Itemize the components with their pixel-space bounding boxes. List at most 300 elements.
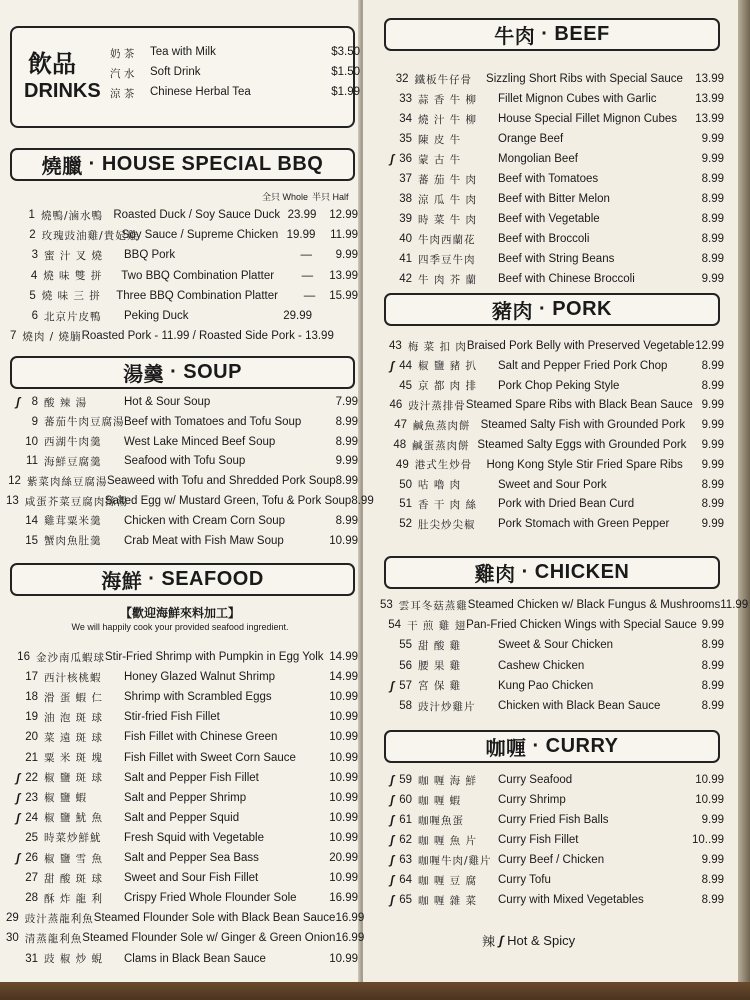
item-name-zh: 陳 皮 牛	[418, 133, 462, 146]
item-price: 8.99	[701, 173, 724, 185]
seafood-note-zh: 【歡迎海鮮來料加工】	[119, 606, 240, 620]
item-name-zh: 港式生炒骨	[414, 459, 473, 472]
item-name-en: Salt and Pepper Squid	[124, 811, 240, 824]
menu-item	[6, 648, 358, 666]
item-number: 8	[31, 396, 38, 408]
item-number: 18	[25, 691, 38, 704]
item-name-en: Fish Fillet with Chinese Green	[124, 731, 278, 744]
item-number: 48	[393, 439, 407, 451]
item-price: 8.99	[335, 475, 358, 488]
menu-item	[6, 749, 358, 767]
item-number: 50	[399, 478, 412, 491]
item-name-zh: 咕 嚕 肉	[418, 479, 462, 492]
item-name-en: Curry Tofu	[498, 874, 551, 886]
item-name-zh: 蜜 汁 叉 燒	[44, 249, 104, 262]
item-number: 22	[25, 771, 38, 784]
item-number: 63	[399, 854, 412, 866]
item-number: 20	[25, 731, 38, 744]
item-name-en: Curry Shrimp	[498, 794, 566, 806]
soup-title-en: SOUP	[183, 361, 242, 383]
menu-item	[380, 515, 724, 533]
item-price: 8.99	[335, 514, 358, 527]
item-name-en: Salt and Pepper Sea Bass	[124, 852, 259, 864]
drink-name-zh: 汽 水	[110, 68, 135, 80]
menu-item	[6, 307, 358, 325]
menu-item	[380, 811, 724, 829]
menu-item	[380, 416, 724, 434]
spicy-marker: ʃ	[390, 358, 394, 373]
item-number: 31	[25, 952, 38, 965]
item-name-en: Three BBQ Combination Platter	[116, 289, 278, 302]
chicken-title-zh: 雞肉	[474, 562, 516, 586]
item-name-en: Orange Beef	[498, 133, 564, 145]
item-name-en: Mongolian Beef	[498, 153, 578, 165]
item-number: 34	[399, 113, 412, 125]
item-name-en: Crispy Fried Whole Flounder Sole	[124, 892, 297, 905]
item-number: 15	[25, 534, 38, 547]
item-number: 65	[399, 894, 412, 906]
item-name-en: Cashew Chicken	[498, 659, 585, 672]
item-name-en: Sweet & Sour Chicken	[498, 639, 614, 652]
item-number: 55	[399, 639, 412, 652]
menu-item	[380, 657, 724, 675]
item-price: 10.99	[695, 774, 724, 786]
item-name-en: House Special Fillet Mignon Cubes	[498, 113, 677, 125]
item-number: 60	[399, 794, 412, 806]
item-price-half: 11.99	[330, 229, 358, 242]
item-price: 10.99	[329, 872, 358, 885]
item-number: 59	[399, 774, 412, 786]
menu-item	[6, 413, 358, 431]
spicy-marker: ʃ	[390, 893, 394, 907]
item-number: 19	[25, 711, 38, 724]
menu-item	[6, 950, 358, 968]
item-name-zh: 雞茸粟米羹	[44, 515, 102, 528]
menu-item	[6, 829, 358, 847]
item-price: 8.99	[701, 379, 724, 392]
drink-name-en: Tea with Milk	[150, 46, 216, 58]
item-number: 36	[399, 153, 412, 165]
drink-item	[110, 66, 360, 81]
item-number: 58	[399, 700, 412, 712]
item-price: 10..99	[692, 834, 724, 846]
item-number: 61	[399, 814, 412, 826]
curry-section-title	[384, 730, 720, 763]
item-number: 5	[29, 289, 36, 302]
item-name-en: Salt and Pepper Fried Pork Chop	[498, 359, 668, 372]
spicy-marker: ʃ	[390, 152, 394, 166]
item-number: 17	[25, 671, 38, 684]
item-name-en: Salt and Pepper Fish Fillet	[124, 771, 259, 784]
menu-item	[380, 70, 724, 88]
item-number: 28	[25, 892, 38, 905]
item-name-en: Curry Fried Fish Balls	[498, 814, 609, 826]
item-name-en: Braised Pork Belly with Preserved Vegetable	[466, 340, 695, 352]
item-number: 37	[399, 173, 412, 185]
item-number: 29	[6, 912, 19, 925]
item-name-en: Crab Meat with Fish Maw Soup	[124, 534, 284, 547]
item-name-en: Sweet and Sour Fish Fillet	[124, 872, 259, 885]
seafood-note-en: We will happily cook your provided seafood ingredient.	[71, 622, 289, 632]
item-price: 10.99	[329, 691, 358, 704]
spicy-marker: ʃ	[390, 678, 394, 693]
item-price: 16.99	[329, 892, 358, 905]
item-price: 16.99	[335, 912, 365, 925]
item-name-zh: 甜 酸 斑 球	[44, 872, 104, 885]
menu-item	[380, 110, 724, 128]
item-number: 38	[399, 193, 412, 205]
drink-name-zh: 奶 茶	[110, 48, 135, 60]
item-name-zh: 椒 鹽 魷 魚	[44, 812, 104, 825]
item-name-en: Curry Fish Fillet	[498, 834, 579, 846]
item-name-en: Steamed Flounder Sole with Black Bean Sauce	[93, 912, 336, 925]
item-price: 9.99	[701, 133, 724, 145]
item-price: 16.99	[335, 932, 365, 945]
item-name-zh: 酥 炸 龍 利	[44, 892, 104, 905]
item-name-zh: 咖喱牛肉/雞片	[418, 854, 492, 867]
item-price: 9.99	[701, 153, 724, 165]
item-name-zh: 腰 果 雞	[418, 660, 462, 673]
item-number: 1	[28, 209, 35, 221]
item-name-zh: 滑 蛋 蝦 仁	[44, 691, 104, 704]
pork-title-en: PORK	[552, 298, 612, 320]
drinks-title-en: DRINKS	[24, 80, 101, 102]
item-name-zh: 鹹蛋蒸肉餅	[412, 439, 470, 452]
item-price: 20.99	[329, 852, 358, 864]
item-name-zh: 椒 鹽 蝦	[44, 792, 88, 805]
drink-price: $3.50	[331, 46, 360, 58]
item-name-zh: 宮 保 雞	[418, 680, 462, 693]
item-price: 9.99	[701, 458, 725, 471]
menu-item	[380, 436, 724, 454]
item-name-en: Shrimp with Scrambled Eggs	[124, 691, 272, 704]
item-name-zh: 豉汁蒸排骨	[408, 399, 466, 412]
menu-item	[380, 190, 724, 208]
item-number: 47	[394, 419, 408, 432]
item-price-whole: —	[301, 269, 314, 282]
menu-item	[6, 809, 358, 827]
title-separator: ·	[521, 561, 529, 583]
item-price: 10.99	[329, 711, 358, 724]
item-name-zh: 鹹魚蒸肉餅	[413, 419, 471, 432]
item-name-en: West Lake Minced Beef Soup	[124, 435, 276, 448]
menu-item	[380, 210, 724, 228]
item-name-zh: 紫菜肉絲豆腐湯	[26, 475, 108, 488]
item-name-en: Salt and Pepper Shrimp	[124, 791, 247, 804]
item-name-zh: 梅 菜 扣 肉	[407, 340, 467, 353]
spicy-marker: ʃ	[16, 395, 20, 409]
beef-section-title	[384, 18, 720, 51]
item-name-en: Beef with Tomatoes	[498, 173, 599, 185]
item-name-zh: 香 干 肉 絲	[418, 498, 478, 511]
item-name-zh: 海鮮豆腐羹	[44, 455, 102, 468]
item-name-zh: 椒 鹽 雪 魚	[44, 852, 104, 865]
menu-item	[380, 677, 724, 695]
item-name-zh: 牛 肉 芥 蘭	[418, 273, 478, 286]
item-name-zh: 咖 喱 雜 菜	[418, 894, 478, 907]
item-name-zh: 雲耳冬菇蒸雞	[398, 599, 468, 612]
menu-item	[380, 130, 724, 148]
menu-item	[6, 433, 358, 451]
item-price: 8.99	[701, 253, 724, 265]
menu-item	[380, 831, 724, 849]
item-name-zh: 菜 遠 斑 球	[44, 731, 104, 744]
item-name-zh: 椒 鹽 豬 扒	[418, 360, 478, 373]
item-name-en: Beef with Broccoli	[498, 233, 590, 245]
spicy-legend	[482, 931, 575, 950]
drink-price: $1.50	[331, 66, 360, 78]
item-number: 62	[399, 834, 412, 846]
item-number: 13	[6, 495, 19, 507]
item-price: 10.99	[329, 771, 358, 784]
item-name-en: Hong Kong Style Stir Fried Spare Ribs	[486, 458, 683, 471]
item-number: 26	[25, 852, 38, 864]
page-edge	[738, 0, 750, 1000]
item-name-en: Stir-Fried Shrimp with Pumpkin in Egg Yolk	[104, 651, 324, 663]
menu-item	[380, 357, 724, 375]
legend-zh: 辣	[482, 935, 496, 950]
item-name-zh: 甜 酸 雞	[418, 639, 462, 652]
item-name-zh: 咖 喱 豆 腐	[418, 874, 478, 887]
menu-item	[380, 791, 724, 809]
item-name-zh: 時菜炒鮮魷	[44, 832, 102, 845]
item-name-zh: 咖 喱 魚 片	[418, 834, 478, 847]
soup-section-title	[10, 356, 355, 389]
menu-item	[380, 616, 724, 634]
item-number: 45	[399, 379, 412, 392]
item-name-en: Two BBQ Combination Platter	[121, 269, 275, 282]
spicy-marker: ʃ	[16, 790, 20, 805]
item-number: 54	[388, 619, 402, 632]
menu-item	[6, 287, 358, 305]
item-price: 8.99	[335, 435, 358, 448]
menu-item	[380, 891, 724, 909]
item-number: 14	[25, 514, 38, 527]
item-name-en: Beef with Tomatoes and Tofu Soup	[124, 415, 302, 428]
bbq-col-half: 半只 Half	[312, 192, 349, 202]
item-price-half: 12.99	[329, 209, 358, 221]
item-name-en: Roasted Duck / Soy Sauce Duck	[113, 209, 281, 221]
item-name-en: Beef with Chinese Broccoli	[498, 273, 635, 285]
menu-item	[380, 456, 724, 474]
item-price: 8.99	[701, 700, 724, 712]
chili-icon: ʃ	[499, 933, 504, 948]
drinks-title-zh: 飲品	[28, 50, 76, 78]
item-price: 8.99	[701, 659, 724, 672]
item-name-en: Steamed Flounder Sole w/ Ginger & Green Onion	[82, 932, 336, 945]
item-number: 32	[395, 73, 409, 85]
item-name-en: Beef with String Beans	[498, 253, 615, 265]
spicy-marker: ʃ	[390, 833, 394, 847]
menu-item	[380, 771, 724, 789]
item-number: 3	[31, 249, 38, 262]
item-number: 51	[399, 498, 412, 511]
item-name-en: Sweet and Sour Pork	[498, 478, 607, 491]
menu-item	[6, 472, 358, 490]
item-number: 44	[399, 359, 412, 372]
bbq-section-title	[10, 148, 355, 181]
item-number: 30	[6, 932, 19, 945]
item-price: 8.99	[701, 894, 724, 906]
item-name-zh: 西汁核桃蝦	[44, 671, 102, 684]
item-name-zh: 咖 喱 海 鮮	[418, 774, 478, 787]
chicken-section-title	[384, 556, 720, 589]
menu-item	[6, 452, 358, 470]
item-name-en: Steamed Chicken w/ Black Fungus & Mushrooms	[467, 599, 721, 611]
drink-price: $1.99	[331, 86, 360, 98]
menu-item	[380, 150, 724, 168]
item-name-en: Chicken with Cream Corn Soup	[124, 514, 286, 527]
item-price: 8.99	[701, 193, 724, 205]
menu-item	[6, 492, 374, 510]
item-name-zh: 蟹肉魚肚羹	[44, 535, 102, 548]
item-price: 8.99	[701, 498, 724, 511]
item-price: 14.99	[329, 671, 358, 684]
item-price: 10.99	[329, 751, 358, 764]
item-price-whole: —	[303, 289, 316, 302]
item-price-whole: 19.99	[286, 229, 316, 242]
menu-item	[6, 532, 358, 550]
item-name-zh: 蒙 古 牛	[418, 153, 462, 166]
spicy-marker: ʃ	[16, 851, 20, 865]
item-price: 10.99	[329, 731, 358, 744]
menu-item	[6, 889, 358, 907]
item-number: 9	[31, 415, 38, 428]
item-price-half: 13.99	[329, 269, 358, 282]
item-name-zh: 金沙南瓜蝦球	[35, 651, 105, 664]
item-number: 23	[25, 791, 38, 804]
item-price: 8.99	[351, 495, 374, 507]
menu-item	[6, 246, 358, 264]
item-name-zh: 豉汁蒸龍利魚	[24, 912, 94, 925]
drink-name-zh: 涼 茶	[110, 88, 135, 100]
title-separator: ·	[539, 298, 547, 320]
item-price: 9.99	[701, 439, 724, 451]
item-name-en: Roasted Pork - 11.99 / Roasted Side Pork - 13.99	[81, 330, 334, 343]
item-price: 8.99	[701, 213, 724, 225]
menu-item	[6, 909, 365, 927]
curry-title-en: CURRY	[545, 735, 619, 757]
item-name-en: Beef with Bitter Melon	[498, 193, 610, 205]
item-price-whole: 29.99	[283, 310, 312, 322]
item-number: 12	[8, 475, 21, 488]
table-surface	[0, 982, 750, 1000]
item-price-half: 15.99	[329, 289, 358, 302]
item-number: 40	[399, 233, 412, 245]
item-name-en: BBQ Pork	[124, 249, 176, 262]
menu-item	[6, 688, 358, 706]
bbq-title-zh: 燒臘	[41, 154, 83, 178]
item-number: 56	[399, 659, 412, 672]
seafood-title-en: SEAFOOD	[161, 568, 264, 590]
item-name-zh: 西湖牛肉羹	[44, 436, 102, 449]
item-price: 9.99	[701, 854, 724, 866]
item-number: 41	[399, 253, 412, 265]
menu-item	[6, 327, 358, 345]
item-price-whole: —	[300, 249, 312, 262]
item-name-en: Pork Chop Peking Style	[498, 379, 620, 392]
item-price-half: 9.99	[335, 249, 358, 262]
item-name-en: Fillet Mignon Cubes with Garlic	[498, 93, 657, 105]
item-number: 53	[380, 599, 393, 611]
menu-item	[380, 476, 724, 494]
title-separator: ·	[148, 568, 156, 590]
item-name-zh: 玫瑰豉油雞/貴妃雞	[41, 229, 139, 242]
menu-item	[6, 849, 358, 867]
item-price: 10.99	[329, 952, 358, 965]
item-price: 8.99	[701, 874, 724, 886]
pork-title-zh: 豬肉	[492, 299, 534, 323]
menu-item	[380, 596, 749, 614]
item-name-en: Curry Beef / Chicken	[498, 854, 605, 866]
menu-item	[380, 377, 724, 395]
item-name-en: Steamed Spare Ribs with Black Bean Sauce	[465, 399, 693, 412]
spicy-marker: ʃ	[16, 770, 20, 785]
beef-title-en: BEEF	[554, 23, 610, 45]
item-price: 9.99	[335, 455, 358, 468]
menu-item	[380, 230, 724, 248]
menu-item	[6, 789, 358, 807]
item-price: 10.99	[329, 831, 358, 844]
spicy-marker: ʃ	[390, 853, 394, 867]
item-name-zh: 燒 汁 牛 柳	[418, 113, 478, 126]
item-name-en: Fish Fillet with Sweet Corn Sauce	[124, 751, 296, 764]
item-number: 52	[399, 518, 412, 531]
item-number: 64	[399, 874, 412, 886]
item-name-zh: 豉汁炒雞片	[418, 700, 476, 713]
menu-item	[6, 393, 358, 411]
item-name-en: Pork Stomach with Green Pepper	[498, 518, 670, 531]
item-name-zh: 燒 味 雙 拼	[43, 270, 103, 283]
item-price: 10.99	[329, 811, 358, 824]
menu-item	[380, 851, 724, 869]
item-number: 2	[29, 229, 36, 242]
item-price: 13.99	[695, 73, 724, 85]
item-price: 9.99	[701, 518, 724, 531]
item-price: 11.99	[720, 599, 749, 611]
spicy-marker: ʃ	[16, 810, 20, 825]
item-name-zh: 蕃 茄 牛 肉	[418, 173, 478, 186]
item-price: 14.99	[329, 651, 358, 663]
menu-item	[6, 512, 358, 530]
item-number: 49	[395, 458, 409, 471]
item-name-en: Seaweed with Tofu and Shredded Pork Soup	[106, 475, 336, 488]
item-name-en: Peking Duck	[124, 310, 189, 322]
item-name-en: Steamed Salty Eggs with Grounded Pork	[477, 439, 687, 451]
item-name-en: Kung Pao Chicken	[498, 679, 594, 692]
item-name-zh: 四季豆牛肉	[418, 253, 476, 266]
item-name-zh: 燒肉 / 燒腩	[22, 330, 82, 343]
item-name-en: Salted Egg w/ Mustard Green, Tofu & Pork Soup	[104, 495, 352, 507]
item-name-en: Curry Seafood	[498, 774, 573, 786]
item-number: 33	[399, 93, 412, 105]
menu-item	[6, 708, 358, 726]
bbq-col-whole: 全只 Whole	[262, 192, 309, 202]
item-name-zh: 涼 瓜 牛 肉	[418, 193, 478, 206]
item-price: 9.99	[701, 419, 725, 432]
spicy-marker: ʃ	[390, 813, 394, 827]
menu-item	[380, 90, 724, 108]
item-number: 35	[399, 133, 412, 145]
item-name-en: Soy Sauce / Supreme Chicken	[121, 229, 279, 242]
menu-item	[380, 871, 724, 889]
item-number: 42	[399, 273, 412, 285]
bbq-title-en: HOUSE SPECIAL BBQ	[101, 153, 324, 175]
drink-name-en: Chinese Herbal Tea	[150, 86, 251, 98]
menu-item	[380, 636, 724, 654]
seafood-section-title	[10, 563, 355, 596]
item-name-zh: 鐵板牛仔骨	[414, 73, 473, 86]
